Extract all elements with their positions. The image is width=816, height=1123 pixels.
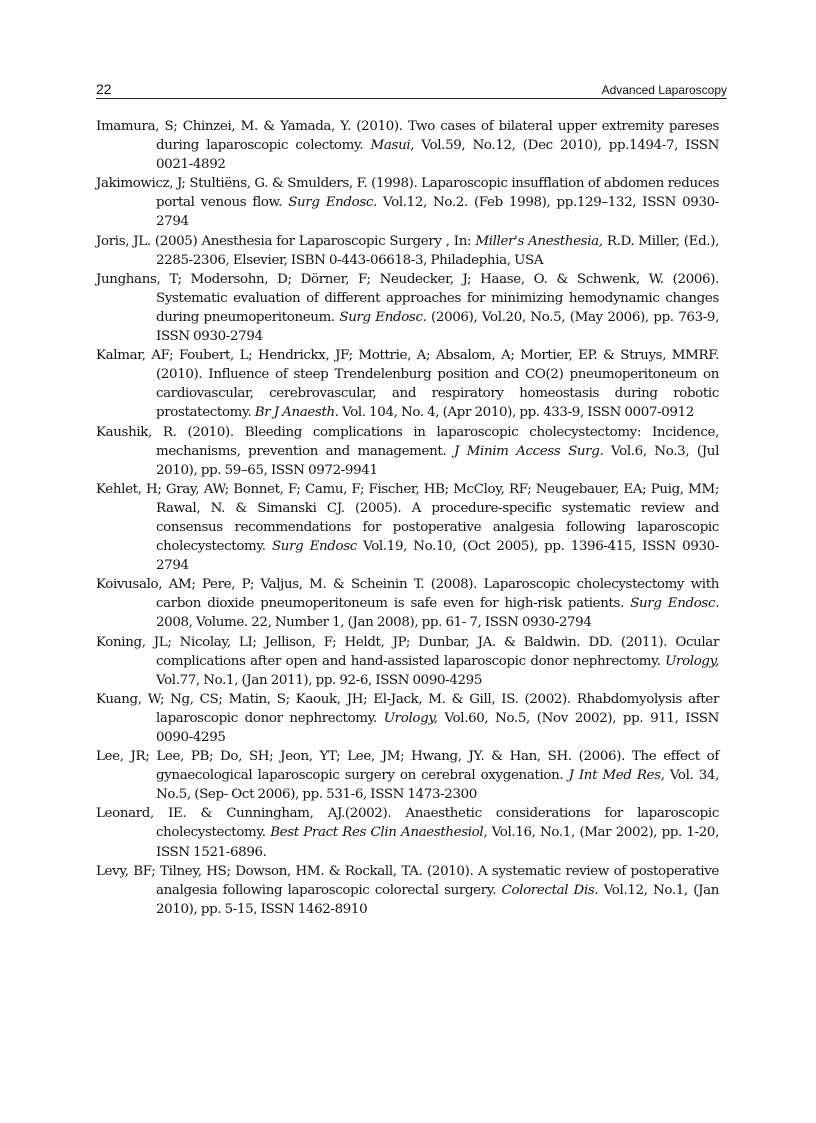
reference-entry: Levy, BF; Tilney, HS; Dowson, HM. & Rockall, TA. (2010). A systematic review of postoperative analgesia following laparoscopic colorectal surgery. Colorectal Dis. Vol.12, No.1, (Jan 2010), pp. 5-15, ISSN 1462-8910 — [96, 863, 719, 917]
reference-entry: Kaushik, R. (2010). Bleeding complications in laparoscopic cholecystectomy: Incidence, mechanisms, prevention and management. J Minim Access Surg. Vol.6, No.3, (Jul 2010), pp. 59–65, ISSN 0972-9941 — [96, 424, 719, 478]
page-number: 22 — [96, 81, 112, 97]
reference-entry: Lee, JR; Lee, PB; Do, SH; Jeon, YT; Lee, JM; Hwang, JY. & Han, SH. (2006). The effect of gynaecological laparoscopic surgery on cerebral oxygenation. J Int Med Res, Vol. 34, No.5, (Sep- Oct 2006), pp. 531-6, ISSN 1473-2300 — [96, 749, 719, 803]
page-header — [96, 78, 727, 99]
reference-entry: Kuang, W; Ng, CS; Matin, S; Kaouk, JH; El-Jack, M. & Gill, IS. (2002). Rhabdomyolysis after laparoscopic donor nephrectomy. Urology, Vol.60, No.5, (Nov 2002), pp. 911, ISSN 0090-4295 — [96, 691, 719, 745]
reference-entry: Imamura, S; Chinzei, M. & Yamada, Y. (2010). Two cases of bilateral upper extremity pareses during laparoscopic colectomy. Masui, Vol.59, No.12, (Dec 2010), pp.1494-7, ISSN 0021-4892 — [96, 119, 719, 173]
reference-entry: Koning, JL; Nicolay, LI; Jellison, F; Heldt, JP; Dunbar, JA. & Baldwin. DD. (2011). Ocular complications after open and hand-assisted laparoscopic donor nephrectomy. Urology, Vol.77, No.1, (Jan 2011), pp. 92-6, ISSN 0090-4295 — [96, 634, 719, 688]
reference-entry: Junghans, T; Modersohn, D; Dörner, F; Neudecker, J; Haase, O. & Schwenk, W. (2006). Systematic evaluation of different approaches for minimizing hemodynamic changes during pneumoperitoneum. Surg Endosc. (2006), Vol.20, No.5, (May 2006), pp. 763-9, ISSN 0930-2794 — [96, 271, 719, 345]
reference-entry: Leonard, IE. & Cunningham, AJ.(2002). Anaesthetic considerations for laparoscopic cholecystectomy. Best Pract Res Clin Anaesthesiol, Vol.16, No.1, (Mar 2002), pp. 1-20, ISSN 1521-6896. — [96, 806, 720, 860]
running-title: Advanced Laparoscopy — [601, 83, 727, 97]
reference-entry: Koivusalo, AM; Pere, P; Valjus, M. & Scheinin T. (2008). Laparoscopic cholecystectomy with carbon dioxide pneumoperitoneum is safe even for high-risk patients. Surg Endosc. 2008, Volume. 22, Number 1, (Jan 2008), pp. 61- 7, ISSN 0930-2794 — [96, 577, 719, 631]
reference-entry: Jakimowicz, J; Stultiëns, G. & Smulders, F. (1998). Laparoscopic insufflation of abdomen reduces portal venous flow. Surg Endosc. Vol.12, No.2. (Feb 1998), pp.129–132, ISSN 0930-2794 — [96, 176, 719, 230]
reference-entry: Joris, JL. (2005) Anesthesia for Laparoscopic Surgery , In: Miller's Anesthesia, R.D. Miller, (Ed.), 2285-2306, Elsevier, ISBN 0-443-06618-3, Philadephia, USA — [96, 233, 719, 268]
reference-list — [96, 117, 719, 919]
reference-entry: Kehlet, H; Gray, AW; Bonnet, F; Camu, F; Fischer, HB; McCloy, RF; Neugebauer, EA; Puig, MM; Rawal, N. & Simanski CJ. (2005). A procedure-specific systematic review and consensus recommendations for postoperative analgesia following laparoscopic cholecystectomy. Surg Endosc Vol.19, No.10, (Oct 2005), pp. 1396-415, ISSN 0930-2794 — [96, 481, 720, 574]
reference-entry: Kalmar, AF; Foubert, L; Hendrickx, JF; Mottrie, A; Absalom, A; Mortier, EP. & Struys, MMRF. (2010). Influence of steep Trendelenburg position and CO(2) pneumoperitoneum on cardiovascular, cerebrovascular, and respiratory homeostasis during robotic prostatectomy. Br J Anaesth. Vol. 104, No. 4, (Apr 2010), pp. 433-9, ISSN 0007-0912 — [96, 348, 719, 421]
